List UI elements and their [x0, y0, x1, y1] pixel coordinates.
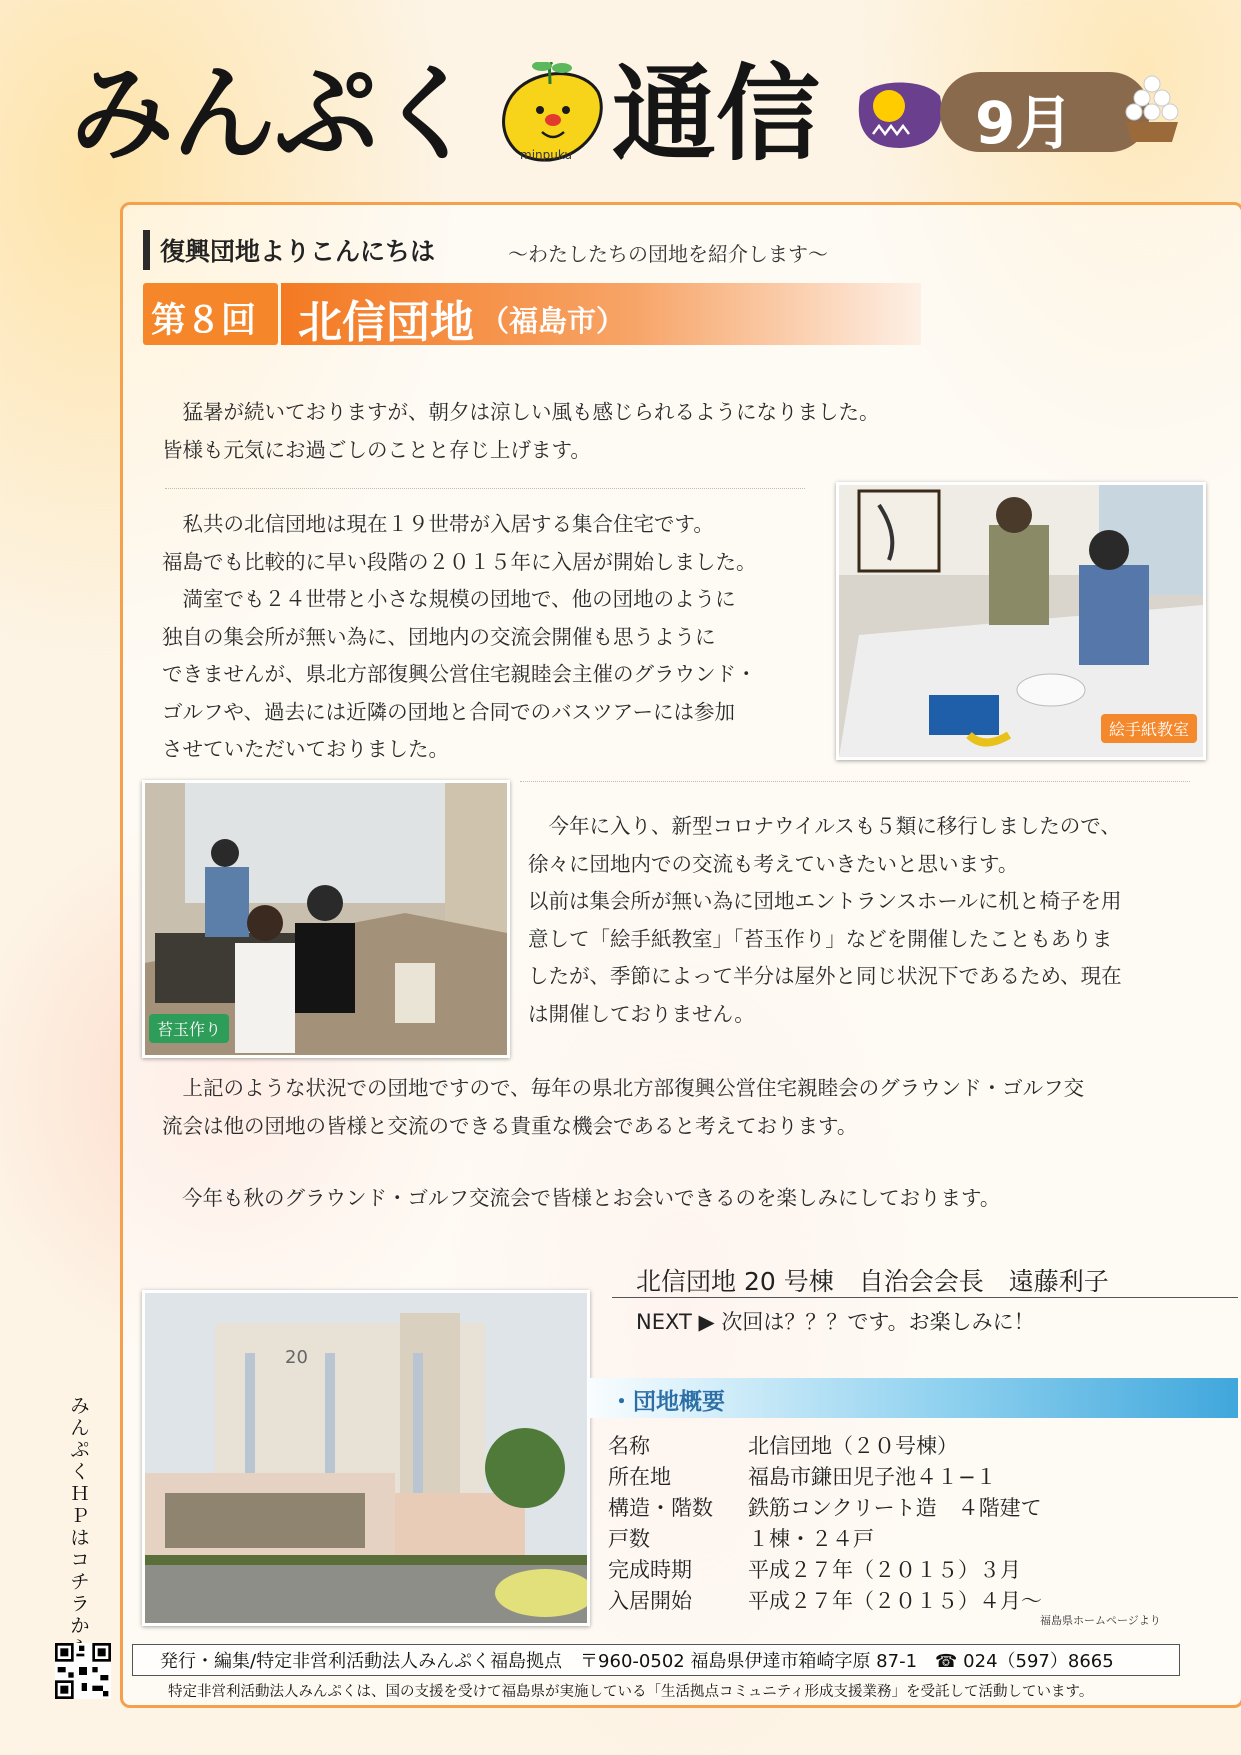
current-status-paragraph: 今年に入り、新型コロナウイルスも５類に移行しましたので、 徐々に団地内での交流も考えていきたいと思います。 以前は集会所が無い為に団地エントランスホールに机と椅子を用 意して「絵手紙教室」「苔玉作り」などを開催したこともありま したが、季節によって半分は屋外と同じ状況下であるため、現在 は開催しておりません。: [528, 814, 1122, 1026]
summary-value-move-in: 平成２７年（２０１５）４月〜: [748, 1589, 1042, 1613]
etegami-photo-caption: 絵手紙教室: [1101, 714, 1197, 743]
intro-paragraph: 私共の北信団地は現在１９世帯が入居する集合住宅です。 福島でも比較的に早い段階の２０１５年に入居が開始しました。 満室でも２４世帯と小さな規模の団地で、他の団地のように 独自の集会所が無い為に、団地内の交流会開催も思うように できませんが、県北方部復興公営住宅親睦会主催のグラウンド・ ゴルフや、過去には近隣の団地と合同でのバスツアーには参加 させていただいておりました。: [162, 512, 757, 761]
summary-label-completed: 完成時期: [608, 1558, 692, 1582]
masthead-title: みんぷく: [70, 53, 479, 175]
apartment-building-photo: [142, 1290, 590, 1626]
svg-text:20: 20: [285, 1347, 308, 1368]
tsukimi-dango-icon: [1122, 72, 1182, 144]
summary-label-address: 所在地: [608, 1465, 671, 1489]
feature-title: 北信団地: [298, 297, 474, 348]
publisher-info: 発行・編集/特定非営利活動法人みんぷく福島拠点 〒960-0502 福島県伊達市箱崎字原 87-1 ☎ 024（597）8665: [160, 1651, 1114, 1672]
signature-underline: [612, 1297, 1238, 1298]
next-issue-teaser: NEXT ▶ 次回は？？？です。お楽しみに！: [636, 1310, 1035, 1334]
section-heading: 復興団地よりこんにちは: [160, 237, 436, 266]
section-marker: [143, 230, 150, 270]
summary-heading: ・団地概要: [610, 1389, 725, 1415]
moon-icon: [855, 76, 945, 152]
mascot-label: minpuku: [520, 148, 573, 162]
footer-note: 特定非営利活動法人みんぷくは、国の支援を受けて福島県が実施している「生活拠点コミュニティ形成支援業務」を受託して活動しています。: [168, 1684, 1094, 1700]
homepage-link-text[interactable]: みんぷくＨＰはコチラか: [70, 1395, 90, 1637]
masthead-title-tsushin: 通信: [612, 53, 821, 175]
summary-value-name: 北信団地（２０号棟）: [748, 1434, 958, 1458]
author-signature: 北信団地 20 号棟 自治会会長 遠藤利子: [636, 1267, 1109, 1296]
section-subheading: 〜わたしたちの団地を紹介します〜: [508, 242, 828, 266]
divider: [165, 488, 805, 489]
summary-value-completed: 平成２７年（２０１５）３月: [748, 1558, 1021, 1582]
summary-value-units: １棟・２４戸: [748, 1527, 874, 1551]
building-photo-illustration: [145, 1293, 587, 1623]
month-label: 9月: [975, 89, 1074, 157]
summary-value-structure: 鉄筋コンクリート造 ４階建て: [748, 1496, 1042, 1520]
summary-label-move-in: 入居開始: [608, 1589, 692, 1613]
issue-number: 第８回: [151, 301, 257, 341]
greeting-paragraph: 猛暑が続いておりますが、朝夕は涼しい風も感じられるようになりました。 皆様も元気にお過ごしのことと存じ上げます。: [162, 400, 880, 462]
summary-label-units: 戸数: [608, 1527, 650, 1551]
closing-paragraph: 上記のような状況での団地ですので、毎年の県北方部復興公営住宅親睦会のグラウンド・ゴルフ交 流会は他の団地の皆様と交流のできる貴重な機会であると考えております。: [162, 1076, 1085, 1138]
kokedama-photo-caption: 苔玉作り: [149, 1014, 229, 1043]
etegami-class-photo: [836, 482, 1206, 760]
kokedama-workshop-photo: [142, 780, 510, 1058]
summary-source: 福島県ホームページより: [1040, 1614, 1161, 1627]
divider: [520, 781, 1190, 782]
summary-label-name: 名称: [608, 1434, 650, 1458]
feature-city: （福島市）: [480, 304, 626, 338]
summary-value-address: 福島市鎌田児子池４１−１: [748, 1465, 997, 1489]
qr-code-icon[interactable]: [55, 1643, 111, 1699]
final-paragraph: 今年も秋のグラウンド・ゴルフ交流会で皆様とお会いできるのを楽しみにしております。: [182, 1186, 1001, 1210]
summary-label-structure: 構造・階数: [608, 1496, 713, 1520]
